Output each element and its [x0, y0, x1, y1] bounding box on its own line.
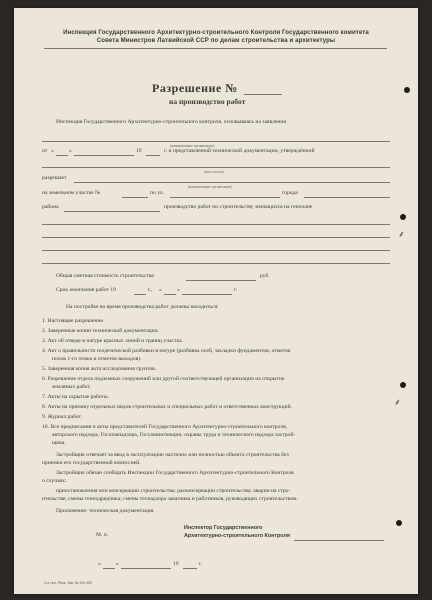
blank-line-2: [42, 237, 390, 238]
list-title: На постройке во время производства работ должны находиться:: [66, 304, 219, 310]
permit-number-line: [244, 94, 282, 95]
deadline-end: г.: [234, 287, 238, 293]
region-label: района: [42, 204, 59, 210]
works-text: производство работ по строительству значащихся на генплане: [164, 204, 313, 210]
cases-paragraph-1: приостановления или консервации строительства; расконсервации строительства; аварии на стро-: [56, 488, 291, 494]
date-ot-label: от: [42, 148, 48, 154]
sign-date-g: г.: [199, 561, 203, 567]
plot-label: на земельном участке №: [42, 190, 101, 196]
header-line-1: Инспекция Государственного Архитектурно-строительного Контроля Государственного комитета: [63, 29, 369, 36]
intro-text: Инспекция Государственного Архитектурно-строительного контроля, основываясь на заявлении: [56, 119, 287, 125]
deadline-quote-close: »: [177, 287, 180, 293]
deadline-month-line: [182, 294, 232, 295]
permits-line: [74, 182, 390, 183]
notify-paragraph-1: Застройщик обязан сообщать Инспекции Государственного Архитектурно-строительного Контроля: [56, 470, 294, 476]
list-item-continuation: полов 1-го этажа и отметок выходов).: [52, 356, 142, 362]
approved-by-line: [42, 167, 390, 168]
punch-hole: [400, 214, 406, 220]
responsibility-paragraph-1: Застройщик отвечает за ввод в эксплуатацию частично или полностью объекта строительства без: [56, 452, 289, 458]
punch-hole: [404, 87, 410, 93]
document-subtitle: на производство работ: [169, 97, 246, 106]
sign-date-quote-close: »: [116, 561, 119, 567]
deadline-year-line: [134, 294, 146, 295]
sign-year-line: [183, 568, 197, 569]
month-line: [74, 155, 134, 156]
street-label: по ул.: [150, 190, 164, 196]
cost-label: Общая сметная стоимость строительства: [56, 273, 154, 279]
list-item-continuation: щика.: [52, 440, 66, 446]
sign-date-quote-open: «: [98, 561, 101, 567]
hint-who: (кем и когда): [204, 170, 224, 174]
year-line: [146, 155, 160, 156]
org-line: [42, 141, 390, 142]
deadline-label: Срок окончания работ 19: [56, 287, 117, 293]
quote-open: «: [51, 148, 54, 154]
cases-paragraph-2: ительстве; смены генподрядчика; смены технадзора заказчика и работников, руководящих строительством.: [42, 496, 298, 502]
notify-paragraph-2: о случаях:: [42, 478, 67, 484]
region-line: [64, 211, 160, 212]
header-rule: [44, 48, 387, 49]
print-footer: 3-я тип. Рига. Зак. № 0/9 400: [44, 581, 92, 585]
list-item-continuation: земляных работ.: [52, 384, 91, 390]
deadline-g: г.,: [148, 287, 153, 293]
list-item: 7. Акты на скрытые работы.: [42, 394, 110, 400]
city-label: города: [282, 190, 298, 196]
blank-line-4: [42, 263, 390, 264]
city-line: [304, 197, 390, 198]
list-item: 8. Акты на приемку отдельных видов строительных и специальных работ и ответственных конструкций.: [42, 404, 293, 410]
day-line: [56, 155, 68, 156]
list-item: 10. Все предписания и акты представителей Государственного Архитектурно-строительного контроля,: [42, 424, 288, 430]
appendix-note: Приложение: техническая документация.: [56, 508, 155, 514]
list-item: 3. Акт об отводе в натуре красных линий и границ участка.: [42, 338, 183, 344]
signature-title-1: Инспектор Государственного: [184, 525, 263, 531]
deadline-day-line: [164, 294, 176, 295]
hint-organization-2: (наименование организации): [188, 185, 233, 189]
deadline-quote-open: «: [159, 287, 162, 293]
document-title: Разрешение №: [152, 81, 238, 95]
sign-month-line: [121, 568, 171, 569]
sign-year-prefix: 19: [173, 561, 179, 567]
quote-close: »: [69, 148, 72, 154]
plot-number-line: [122, 197, 148, 198]
list-item: 5. Заверенная копия акта исследования грунтов.: [42, 366, 157, 372]
blank-line-3: [42, 250, 390, 251]
header-line-2: Совета Министров Латвийской ССР по делам строительства и архитектуры: [96, 37, 336, 44]
punch-hole: [400, 382, 406, 388]
punch-hole: [396, 520, 402, 526]
list-item: 2. Заверенные копии технической документации.: [42, 328, 160, 334]
list-item: 6. Разрешение отдела подземных сооружений или другой соответствующей организации на открытие: [42, 376, 285, 382]
pen-mark: ⸙: [398, 229, 405, 239]
blank-line-1: [42, 224, 390, 225]
list-item: 9. Журнал работ.: [42, 414, 82, 420]
street-line: [170, 197, 280, 198]
permits-label: разрешает: [42, 175, 67, 181]
list-item: 4. Акт о правильности геодезической разбивки в натуре (разбивка осей, закладки фундаментов, отметок: [42, 348, 291, 354]
signature-line: [294, 540, 384, 541]
stamp-place: М. п.: [96, 532, 109, 538]
hint-organization: (наименование организации): [170, 144, 215, 148]
list-item: 1. Настоящее разрешение.: [42, 318, 105, 324]
cost-line: [186, 280, 256, 281]
cost-unit: руб.: [260, 273, 270, 279]
signature-title-2: Архитектурно-строительного Контроля: [184, 533, 291, 539]
tech-doc-text: г. и представленной технической документации, утверждённой: [164, 148, 315, 154]
year-prefix: 19: [136, 148, 142, 154]
list-item-continuation: авторского надзора, Госпожнадзора, Госсанинспекции, охраны труда и технического надзора застрой-: [52, 432, 296, 438]
permit-document: [14, 8, 418, 594]
sign-day-line: [103, 568, 115, 569]
pen-mark: ⸙: [394, 397, 401, 407]
responsibility-paragraph-2: приемки его государственной комиссией.: [42, 460, 141, 466]
